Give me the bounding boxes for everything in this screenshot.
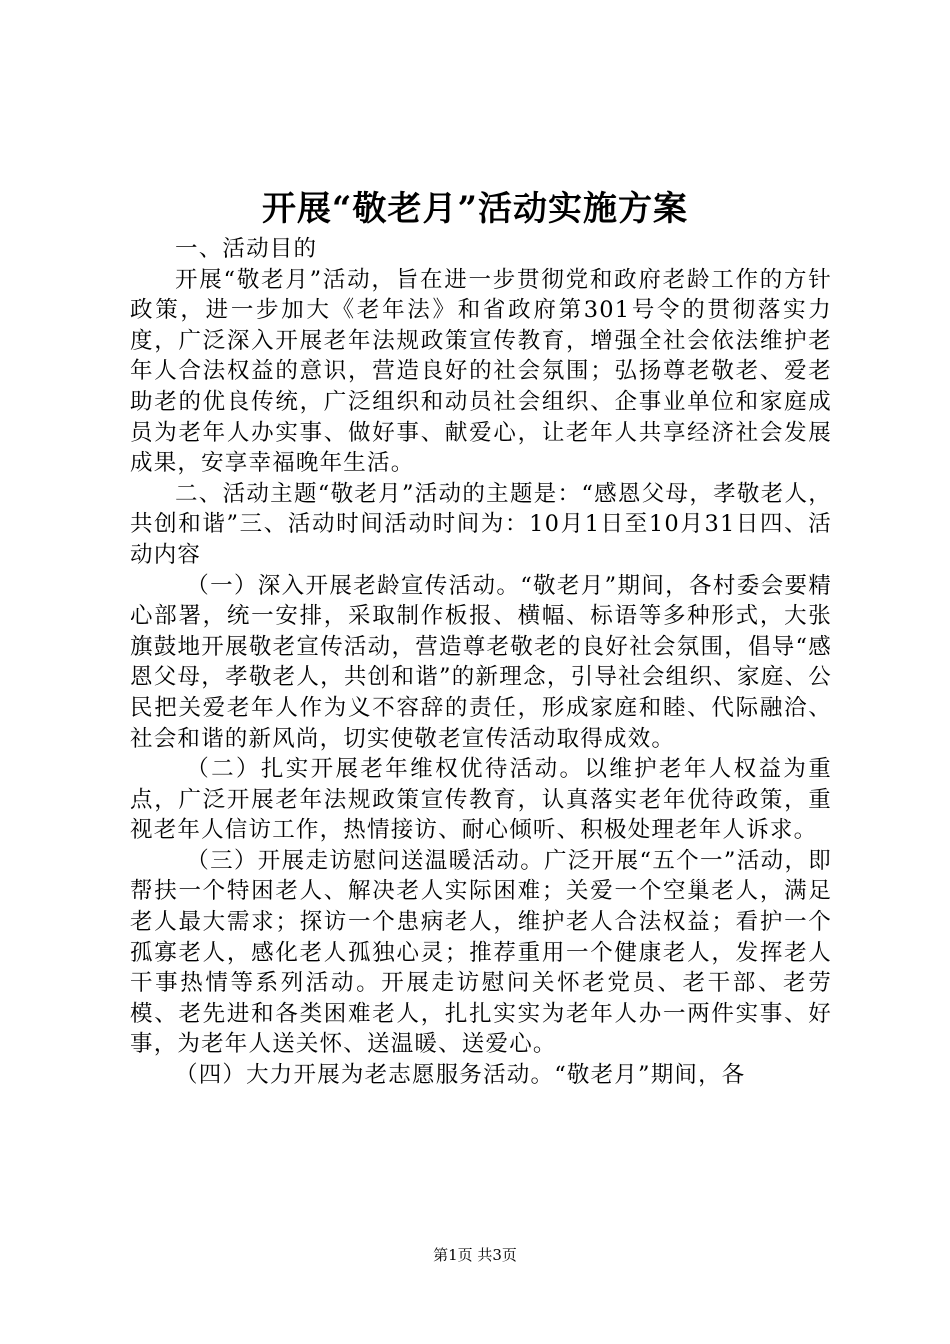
paragraph-item-2: （二）扎实开展老年维权优待活动。以维护老年人权益为重点，广泛开展老年法规政策宣传教育，认真落实老年优待政策，重视老年人信访工作，热情接访、耐心倾听、积极处理老年人诉求。 [130, 756, 832, 844]
paragraph-theme-time-content: 二、活动主题“敬老月”活动的主题是：“感恩父母，孝敬老人，共创和谐”三、活动时间活动时间为：10月1日至10月31日四、活动内容 [130, 480, 832, 568]
document-title: 开展“敬老月”活动实施方案 [261, 189, 689, 229]
paragraph-item-1: （一）深入开展老龄宣传活动。“敬老月”期间，各村委会要精心部署，统一安排，采取制作板报、横幅、标语等多种形式，大张旗鼓地开展敬老宣传活动，营造尊老敬老的良好社会氛围，倡导“感恩父母，孝敬老人，共创和谐”的新理念，引导社会组织、家庭、公民把关爱老年人作为义不容辞的责任，形成家庭和睦、代际融洽、社会和谐的新风尚，切实使敬老宣传活动取得成效。 [130, 572, 832, 752]
document-body [130, 234, 832, 1091]
paragraph-item-4: （四）大力开展为老志愿服务活动。“敬老月”期间，各 [175, 1062, 746, 1089]
section-heading-purpose: 一、活动目的 [175, 236, 318, 262]
paragraph-purpose: 开展“敬老月”活动，旨在进一步贯彻党和政府老龄工作的方针政策，进一步加大《老年法》和省政府第301号令的贯彻落实力度，广泛深入开展老年法规政策宣传教育，增强全社会依法维护老年人合法权益的意识，营造良好的社会氛围；弘扬尊老敬老、爱老助老的优良传统，广泛组织和动员社会组织、企事业单位和家庭成员为老年人办实事、做好事、献爱心，让老年人共享经济社会发展成果，安享幸福晚年生活。 [130, 266, 832, 477]
paragraph-item-3: （三）开展走访慰问送温暖活动。广泛开展“五个一”活动，即帮扶一个特困老人、解决老人实际困难；关爱一个空巢老人，满足老人最大需求；探访一个患病老人，维护老人合法权益；看护一个孤寡老人，感化老人孤独心灵；推荐重用一个健康老人，发挥老人干事热情等系列活动。开展走访慰问关怀老党员、老干部、老劳模、老先进和各类困难老人，扎扎实实为老年人办一两件实事、好事，为老年人送关怀、送温暖、送爱心。 [130, 847, 832, 1058]
page-footer: 第1页 共3页 [433, 1246, 517, 1264]
